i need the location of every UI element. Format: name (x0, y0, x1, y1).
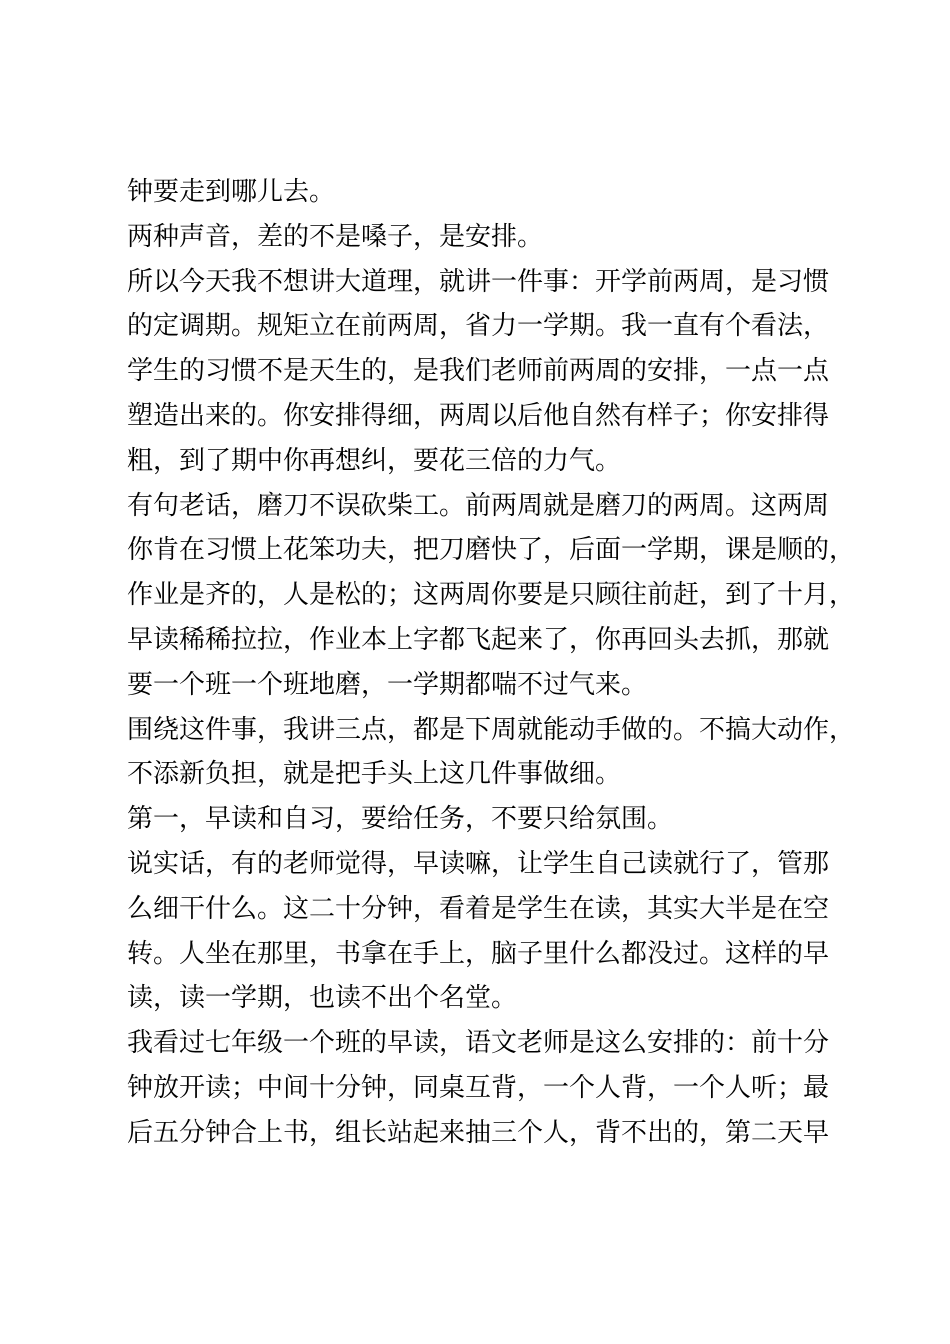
text-line: 早读稀稀拉拉，作业本上字都飞起来了，你再回头去抓，那就 (127, 624, 830, 655)
text-line: 第一，早读和自习，要给任务，不要只给氛围。 (127, 804, 674, 835)
text-line: 说实话，有的老师觉得，早读嘛，让学生自己读就行了，管那 (127, 848, 830, 879)
text-line: 钟要走到哪儿去。 (127, 177, 336, 207)
text-line: 转。人坐在那里，书拿在手上，脑子里什么都没过。这样的早 (127, 938, 830, 969)
text-line: 的定调期。规矩立在前两周，省力一学期。我一直有个看法， (127, 311, 830, 342)
text-line: 读，读一学期，也读不出个名堂。 (127, 983, 518, 1014)
text-line: 塑造出来的。你安排得细，两周以后他自然有样子；你安排得 (127, 400, 830, 431)
text-line: 粗，到了期中你再想纠，要花三倍的力气。 (127, 445, 622, 476)
text-line: 围绕这件事，我讲三点，都是下周就能动手做的。不搞大动作， (127, 714, 856, 745)
text-line: 我看过七年级一个班的早读，语文老师是这么安排的：前十分 (127, 1028, 830, 1059)
text-line: 要一个班一个班地磨，一学期都喘不过气来。 (127, 669, 648, 700)
text-line: 学生的习惯不是天生的，是我们老师前两周的安排，一点一点 (127, 356, 830, 387)
text-line: 作业是齐的，人是松的；这两周你要是只顾往前赶，到了十月， (127, 580, 856, 611)
text-line: 后五分钟合上书，组长站起来抽三个人，背不出的，第二天早 (127, 1117, 830, 1148)
text-line: 么细干什么。这二十分钟，看着是学生在读，其实大半是在空 (127, 893, 830, 924)
text-line: 你肯在习惯上花笨功夫，把刀磨快了，后面一学期，课是顺的， (127, 535, 856, 566)
text-line: 有句老话，磨刀不误砍柴工。前两周就是磨刀的两周。这两周 (127, 490, 830, 521)
text-line: 钟放开读；中间十分钟，同桌互背，一个人背，一个人听；最 (127, 1072, 830, 1103)
text-line: 不添新负担，就是把手头上这几件事做细。 (127, 759, 622, 790)
text-line: 两种声音，差的不是嗓子，是安排。 (127, 221, 544, 252)
document-body (127, 170, 856, 1156)
text-line: 所以今天我不想讲大道理，就讲一件事：开学前两周，是习惯 (127, 266, 830, 297)
